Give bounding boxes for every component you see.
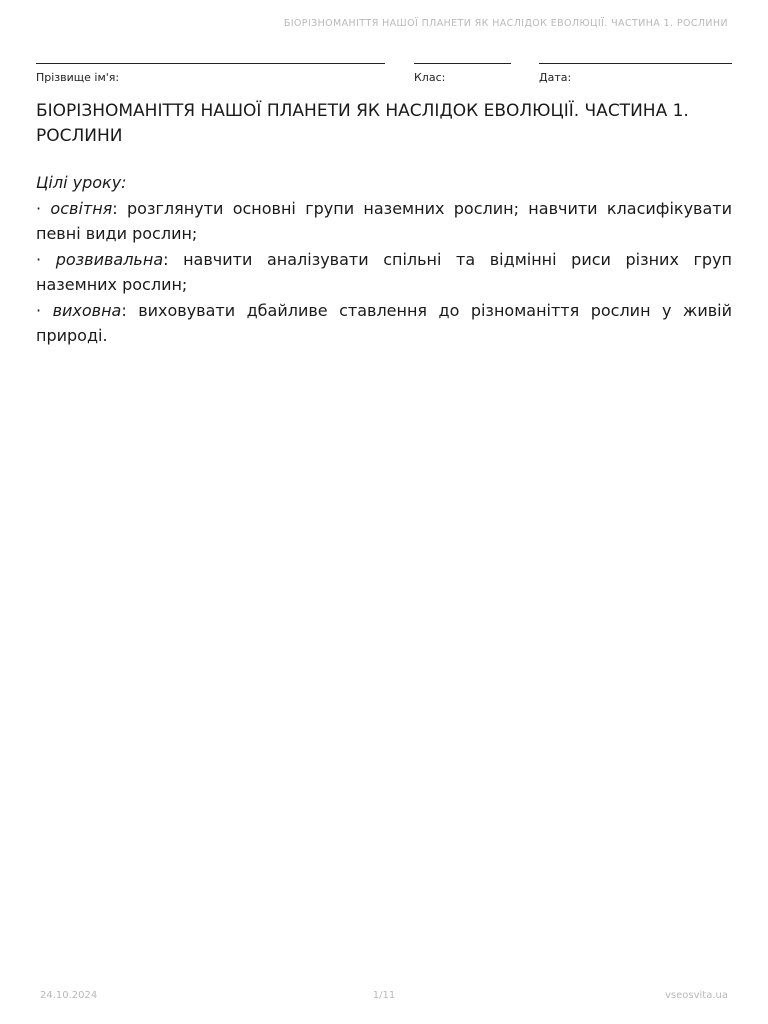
- student-name-label: Прізвище ім'я:: [36, 71, 120, 84]
- footer-site-link[interactable]: vseosvita.ua: [665, 990, 728, 1001]
- goals-heading: Цілі уроку:: [36, 173, 127, 192]
- goal-bullet: ·: [36, 198, 42, 218]
- footer-date: 24.10.2024: [40, 990, 98, 1001]
- lesson-goals: [36, 170, 732, 349]
- goal-kind: виховна: [52, 300, 122, 320]
- footer-page-number: 1/11: [372, 990, 396, 1001]
- date-field[interactable]: [539, 63, 732, 84]
- page-title: БІОРІЗНОМАНІТТЯ НАШОЇ ПЛАНЕТИ ЯК НАСЛІДОК ЕВОЛЮЦІЇ. ЧАСТИНА 1. РОСЛИНИ: [36, 101, 689, 146]
- goal-kind: освітня: [50, 198, 113, 218]
- goal-text: : виховувати дбайливе ставлення до різноманіття рослин у живій природі.: [36, 300, 732, 345]
- goal-text: : навчити аналізувати спільні та відмінні риси різних груп наземних рослин;: [36, 249, 733, 294]
- goal-item: [36, 298, 732, 349]
- goal-item: [36, 196, 732, 247]
- student-name-line: [36, 63, 385, 64]
- goal-bullet: ·: [36, 300, 42, 320]
- goal-item: [36, 247, 732, 298]
- date-label: Дата:: [539, 71, 572, 84]
- goal-text: : розглянути основні групи наземних рослин; навчити класифікувати певні види рослин;: [36, 198, 732, 243]
- class-label: Клас:: [414, 71, 446, 84]
- running-header: БІОРІЗНОМАНІТТЯ НАШОЇ ПЛАНЕТИ ЯК НАСЛІДОК ЕВОЛЮЦІЇ. ЧАСТИНА 1. РОСЛИНИ: [283, 18, 728, 29]
- goal-bullet: ·: [36, 249, 42, 269]
- goal-kind: розвивальна: [55, 249, 164, 269]
- date-line: [539, 63, 732, 64]
- class-field[interactable]: [414, 63, 511, 84]
- class-line: [414, 63, 511, 64]
- student-name-field[interactable]: [36, 63, 385, 84]
